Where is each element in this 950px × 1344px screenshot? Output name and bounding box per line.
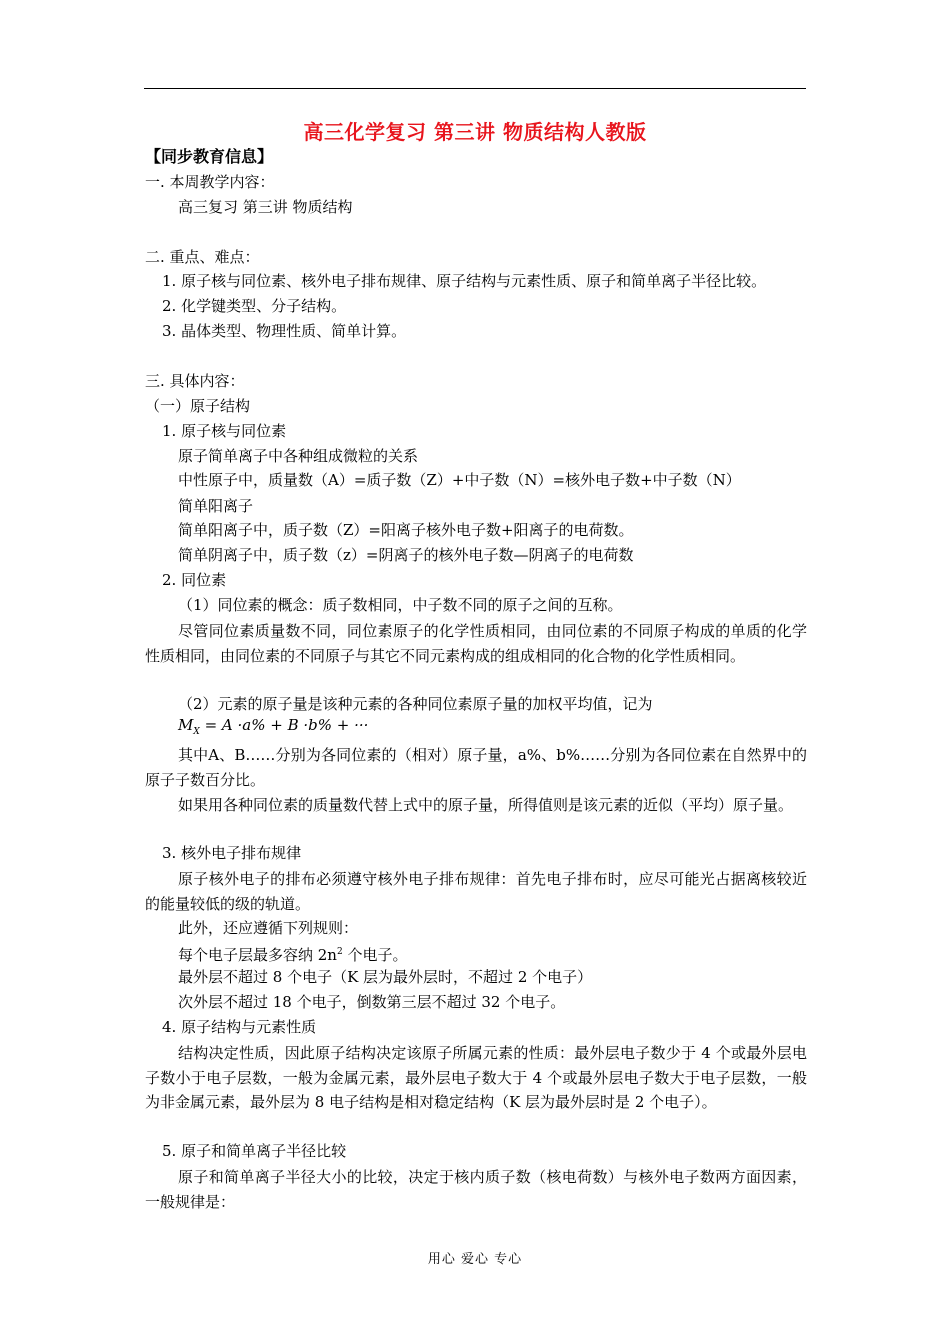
p3-line-2a: 每个电子层最多容纳 2n: [178, 946, 337, 964]
p2-paragraph-3: 如果用各种同位素的质量数代替上式中的原子量，所得值则是该元素的近似（平均）原子量。: [178, 796, 794, 814]
page-title: 高三化学复习 第三讲 物质结构人教版: [303, 120, 647, 144]
p3-paragraph: 原子核外电子的排布必须遵守核外电子排布规律：首先电子排布时，应尽可能光占据离核较近的能量较低的级的轨道。: [145, 870, 807, 913]
section-header: 【同步教育信息】: [145, 147, 274, 166]
s3-heading: 三. 具体内容：: [145, 372, 245, 390]
p3-line-3: 最外层不超过 8 个电子（K 层为最外层时，不超过 2 个电子）: [178, 968, 593, 986]
p1-line-3: 简单阳离子: [178, 497, 254, 515]
p2-title: 2. 同位素: [162, 571, 227, 589]
s2-item-1: 1. 原子核与同位素、核外电子排布规律、原子结构与元素性质、原子和简单离子半径比较。: [162, 272, 767, 290]
p3-line-2: [178, 942, 408, 965]
p3-line-4: 次外层不超过 18 个电子，倒数第三层不超过 32 个电子。: [178, 993, 566, 1011]
p2-paragraph-2: 其中A、B……分别为各同位素的（相对）原子量，a%、b%……分别为各同位素在自然界中的原子子数百分比。: [145, 746, 807, 789]
s3-sub1: （一）原子结构: [145, 397, 251, 415]
s1-content: 高三复习 第三讲 物质结构: [178, 198, 353, 216]
s1-heading: 一. 本周教学内容：: [145, 173, 275, 191]
p5-title: 5. 原子和简单离子半径比较: [162, 1142, 347, 1160]
p2-paragraph-1: 尽管同位素质量数不同，同位素原子的化学性质相同，由同位素的不同原子构成的单质的化学性质相同，由同位素的不同原子与其它不同元素构成的组成相同的化合物的化学性质相同。: [145, 622, 807, 665]
p3-title: 3. 核外电子排布规律: [162, 844, 302, 862]
formula-subscript: X: [193, 727, 200, 737]
p2-definition: （1）同位素的概念：质子数相同，中子数不同的原子之间的互称。: [178, 596, 623, 614]
p5-paragraph: 原子和简单离子半径大小的比较，决定于核内质子数（核电荷数）与核外电子数两方面因素，一般规律是：: [145, 1168, 807, 1211]
s2-item-2: 2. 化学键类型、分子结构。: [162, 297, 347, 315]
p3-line-1: 此外，还应遵循下列规则：: [178, 919, 359, 937]
p4-paragraph: 结构决定性质，因此原子结构决定该原子所属元素的性质：最外层电子数少于 4 个或最外层电子数小于电子层数，一般为金属元素，最外层电子数大于 4 个或最外层电子数大于电子层数，一般为非金属元素，最外层为 8 电子结构是相对稳定结构（K 层为最外层时是 2 个电子）。: [145, 1044, 807, 1111]
p1-line-2: 中性原子中，质量数（A）=质子数（Z）+中子数（N）=核外电子数+中子数（N）: [178, 471, 741, 489]
p4-title: 4. 原子结构与元素性质: [162, 1018, 317, 1036]
s2-heading: 二. 重点、难点：: [145, 248, 260, 266]
p1-line-1: 原子简单离子中各种组成微粒的关系: [178, 447, 419, 465]
p2-mass-text: （2）元素的原子量是该种元素的各种同位素原子量的加权平均值，记为: [178, 695, 653, 713]
p1-line-4: 简单阳离子中，质子数（Z）=阳离子核外电子数+阳离子的电荷数。: [178, 521, 634, 539]
p1-line-5: 简单阴离子中，质子数（z）=阴离子的核外电子数—阴离子的电荷数: [178, 546, 634, 564]
p1-title: 1. 原子核与同位素: [162, 422, 287, 440]
formula-lhs: M: [178, 716, 194, 734]
formula-rhs: = A ·a% + B ·b% + ···: [204, 716, 369, 734]
s2-item-3: 3. 晶体类型、物理性质、简单计算。: [162, 322, 407, 340]
page-footer: 用心 爱心 专心: [427, 1252, 523, 1267]
p3-line-2b: 个电子。: [342, 946, 408, 964]
header-rule: [144, 88, 806, 89]
p3-line-2-sup: 2: [336, 947, 343, 957]
atomic-mass-formula: [178, 716, 368, 737]
